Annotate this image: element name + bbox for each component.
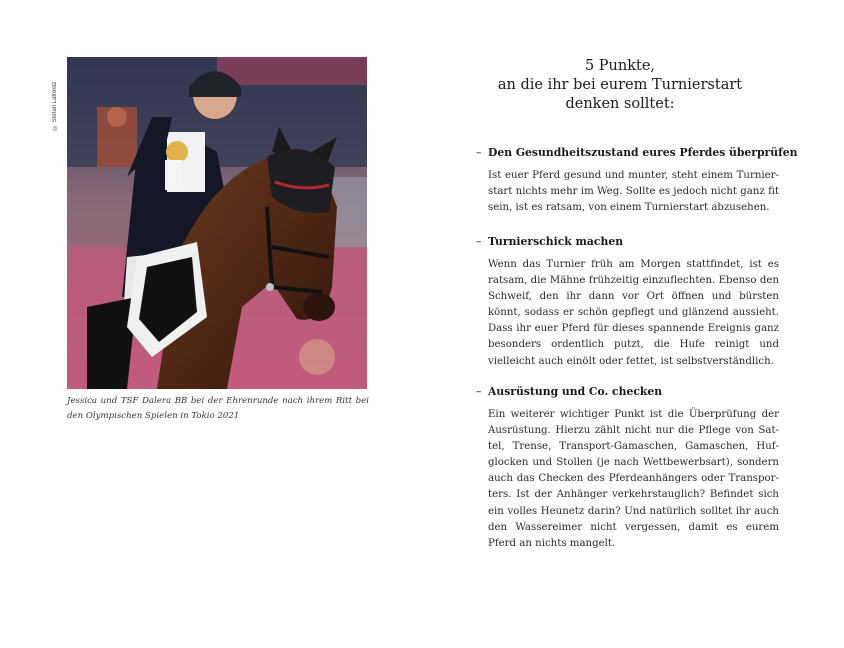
dash-bullet: – [476, 385, 482, 398]
section-heading-text: Ausrüstung und Co. checken [488, 385, 663, 398]
dash-bullet: – [476, 235, 482, 248]
section-equipment [476, 385, 780, 552]
section-heading [476, 385, 780, 399]
rider-horse-photo [67, 57, 367, 389]
photo-credit: © Stefan Lafrentz [52, 81, 58, 130]
section-heading-text: Turnierschick machen [488, 235, 624, 248]
section-body: Ist euer Pferd gesund und munter, steht einem Turnierstart nichts mehr im Weg. Sollte es jedoch nicht ganz fit sein, ist es ratsam, von einem Turnierstart abzusehen. [488, 170, 779, 214]
section-health [476, 146, 798, 216]
section-grooming [476, 235, 780, 370]
dash-bullet: – [476, 146, 482, 159]
title-line-2: an die ihr bei eurem Turnierstart [497, 77, 743, 93]
section-heading [476, 235, 780, 249]
section-body: Ein weiterer wichtiger Punkt ist die Überprüfung der Ausrüstung. Hierzu zählt nicht nur die Pflege von Sattel, Trense, Transport-Gamaschen, Gamaschen, Hufglocken und Stollen (je nach Wettbewerbsart), sondern auch das Checken des Pferdeanhängers oder Transporters. Ist der Anhänger verkehrstauglich? Befindet sich ein volles Heunetz darin? Und natürlich solltet ihr auch den Wassereimer nicht vergessen, damit es eurem Pferd an nichts mangelt. [488, 409, 779, 549]
section-body: Wenn das Turnier früh am Morgen stattfindet, ist es ratsam, die Mähne frühzeitig einzuflechten. Ebenso den Schweif, den ihr dann vor Ort öffnen und bürsten könnt, sodass er schön gepflegt und glänzend aussieht. Dass ihr euer Pferd für dieses spannende Ereignis ganz besonders ordentlich putzt, die Hufe reinigt und vielleicht auch einölt oder fettet, ist selbstverständlich. [488, 259, 779, 367]
section-heading-text: Den Gesundheitszustand eures Pferdes überprüfen [488, 146, 798, 159]
title-line-3: denken solltet: [565, 96, 675, 112]
photo-caption: Jessica und TSF Dalera BB bei der Ehrenrunde nach ihrem Ritt bei den Olympischen Spielen in Tokio 2021 [67, 396, 369, 421]
page-title [470, 57, 770, 114]
section-heading [476, 146, 798, 160]
title-line-1: 5 Punkte, [584, 58, 656, 74]
